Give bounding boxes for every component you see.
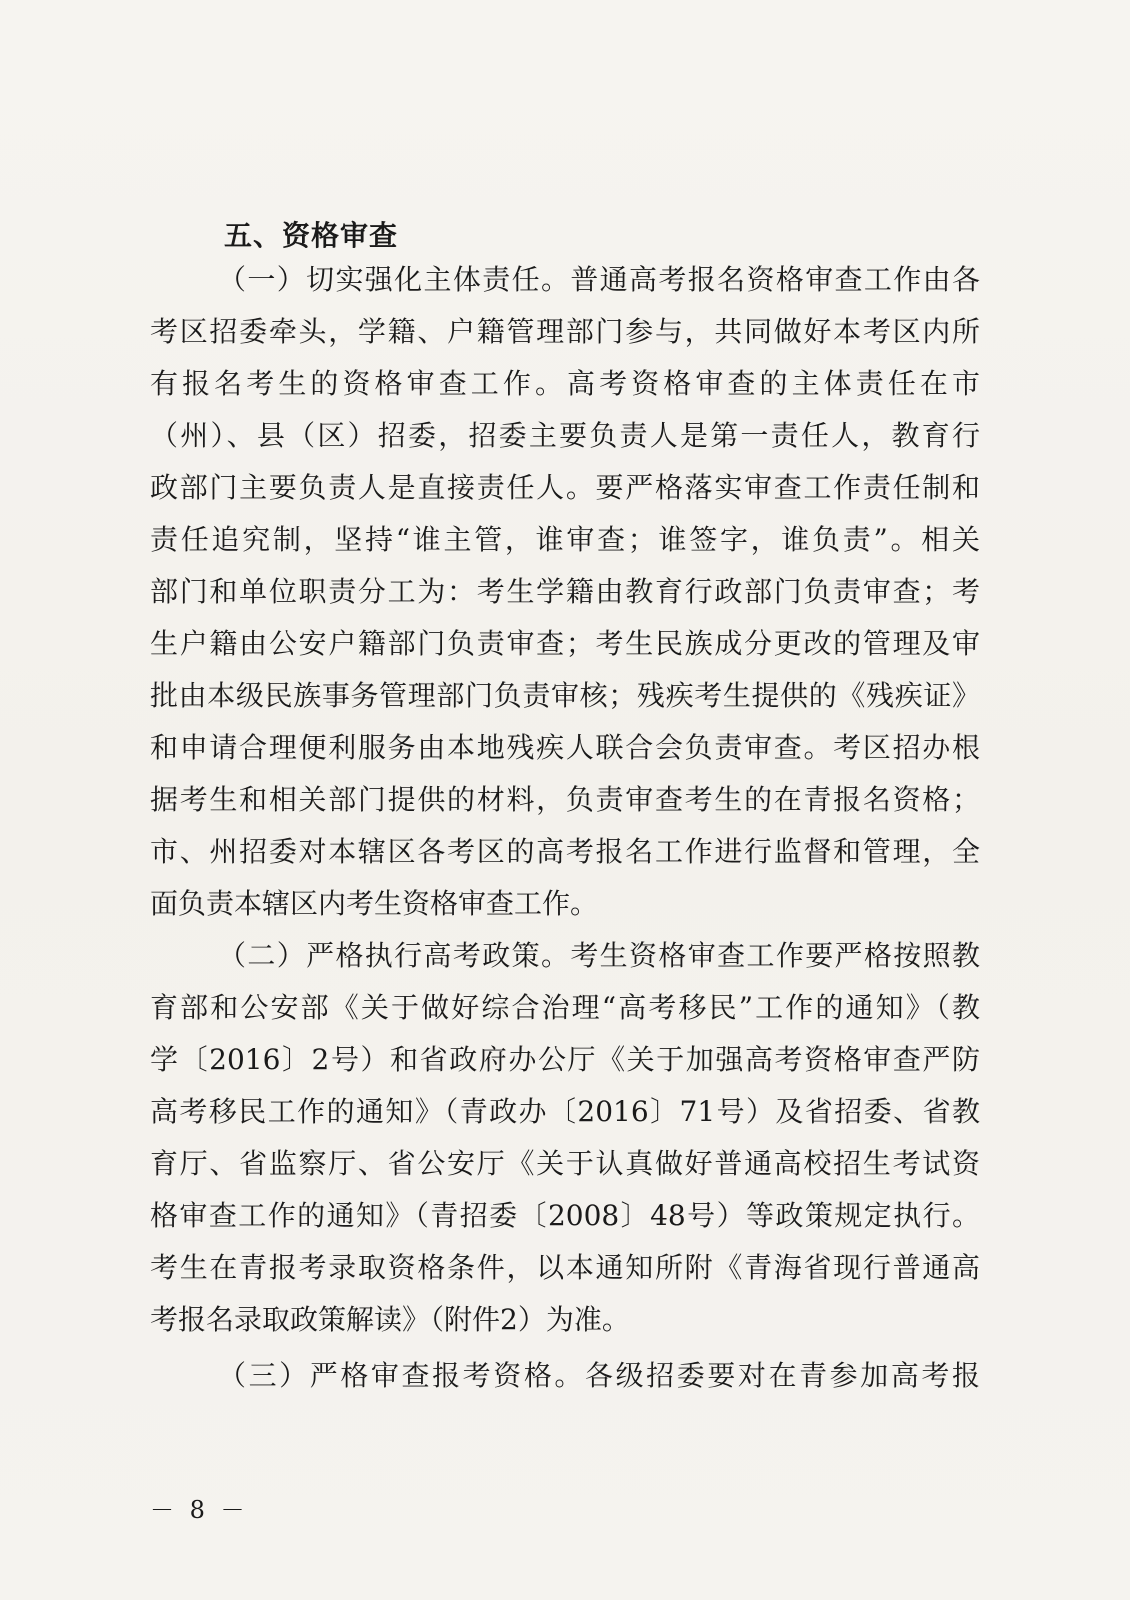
paragraph-1-line-10: 和申请合理便利服务由本地残疾人联合会负责审查。考区招办根 bbox=[150, 731, 980, 764]
paragraph-1-line-3: 有报名考生的资格审查工作。高考资格审查的主体责任在市 bbox=[150, 367, 980, 400]
paragraph-2-line-3: 学〔2016〕2号）和省政府办公厅《关于加强高考资格审查严防 bbox=[150, 1043, 980, 1076]
section-heading: 五、资格审查 bbox=[224, 219, 399, 252]
paragraph-2-line-2: 育部和公安部《关于做好综合治理“高考移民”工作的通知》（教 bbox=[150, 991, 980, 1024]
paragraph-1-line-11: 据考生和相关部门提供的材料，负责审查考生的在青报名资格； bbox=[150, 783, 980, 816]
paragraph-2-line-8: 考报名录取政策解读》（附件2）为准。 bbox=[150, 1303, 630, 1336]
paragraph-1-line-5: 政部门主要负责人是直接责任人。要严格落实审查工作责任制和 bbox=[150, 471, 980, 504]
page-number: － 8 － bbox=[150, 1496, 249, 1524]
paragraph-1-line-9: 批由本级民族事务管理部门负责审核；残疾考生提供的《残疾证》 bbox=[150, 679, 980, 712]
paragraph-1-line-1: （一）切实强化主体责任。普通高考报名资格审查工作由各 bbox=[218, 263, 980, 296]
paragraph-2-line-4: 高考移民工作的通知》（青政办〔2016〕71号）及省招委、省教 bbox=[150, 1095, 980, 1128]
paragraph-1-line-12: 市、州招委对本辖区各考区的高考报名工作进行监督和管理，全 bbox=[150, 835, 980, 868]
paragraph-1-line-4: （州）、县（区）招委，招委主要负责人是第一责任人，教育行 bbox=[150, 419, 980, 452]
paragraph-2-line-7: 考生在青报考录取资格条件，以本通知所附《青海省现行普通高 bbox=[150, 1251, 980, 1284]
paragraph-2-line-6: 格审查工作的通知》（青招委〔2008〕48号）等政策规定执行。 bbox=[150, 1199, 980, 1232]
paragraph-1-line-13: 面负责本辖区内考生资格审查工作。 bbox=[150, 887, 599, 920]
paragraph-1-line-2: 考区招委牵头，学籍、户籍管理部门参与，共同做好本考区内所 bbox=[150, 315, 980, 348]
paragraph-1-line-8: 生户籍由公安户籍部门负责审查；考生民族成分更改的管理及审 bbox=[150, 627, 980, 660]
paragraph-1-line-7: 部门和单位职责分工为：考生学籍由教育行政部门负责审查；考 bbox=[150, 575, 980, 608]
paragraph-1-line-6: 责任追究制，坚持“谁主管，谁审查；谁签字，谁负责”。相关 bbox=[150, 523, 980, 556]
paragraph-3-line-1: （三）严格审查报考资格。各级招委要对在青参加高考报 bbox=[218, 1359, 980, 1392]
paragraph-2-line-5: 育厅、省监察厅、省公安厅《关于认真做好普通高校招生考试资 bbox=[150, 1147, 980, 1180]
paragraph-2-line-1: （二）严格执行高考政策。考生资格审查工作要严格按照教 bbox=[218, 939, 980, 972]
